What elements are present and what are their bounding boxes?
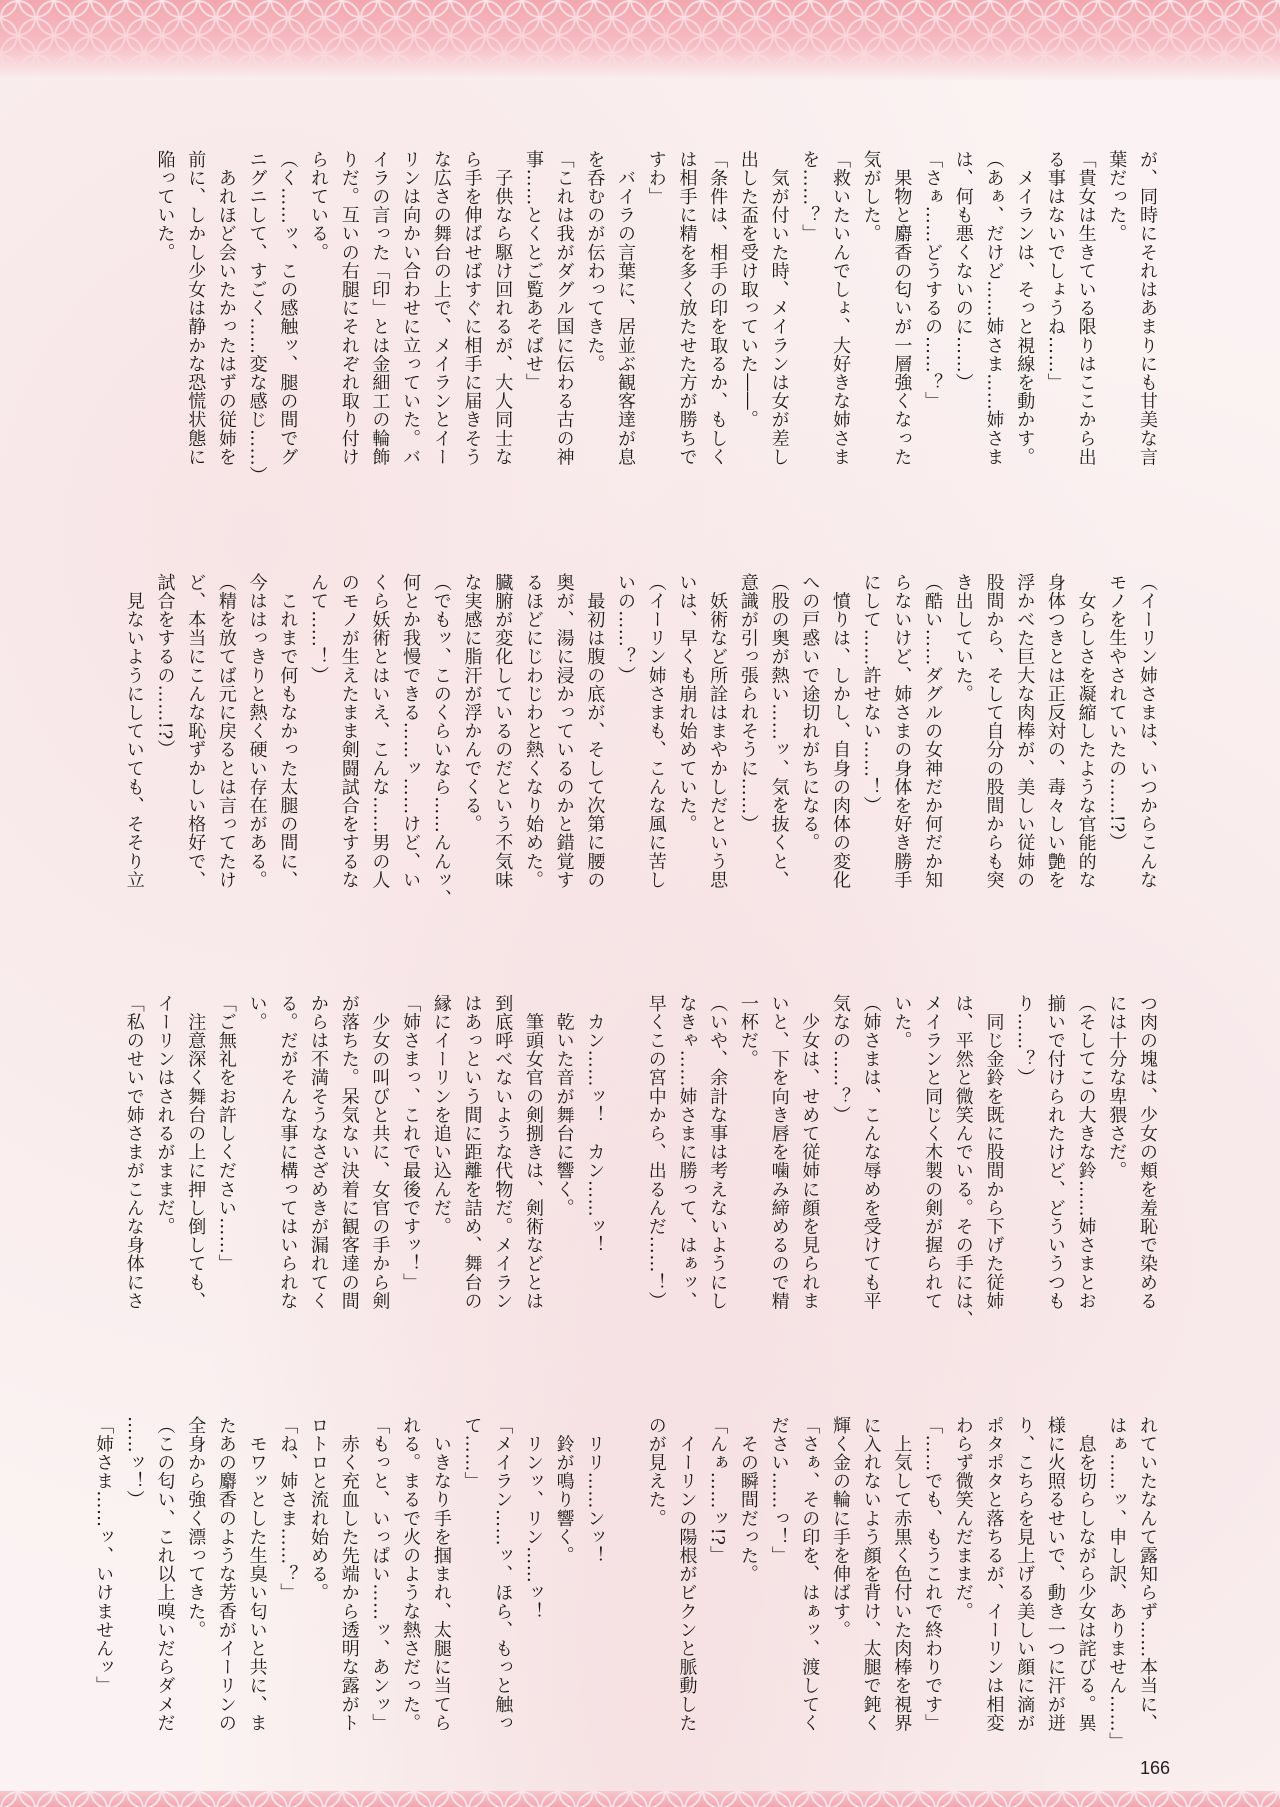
text-line: への戸惑いで途切れがちになる。 bbox=[799, 573, 821, 852]
text-line: 一杯だ。 bbox=[737, 994, 759, 1069]
text-line: 奥が、湯に浸かっているのかと錯覚す bbox=[553, 573, 575, 890]
text-line: 「貴女は生きている限りはここから出 bbox=[1075, 150, 1097, 467]
text-line: メイランと同じく木製の剣が握られて bbox=[922, 994, 944, 1311]
text-line: 意識が引っ張られそうに……） bbox=[737, 573, 759, 834]
text-line: 全身から強く漂ってきた。 bbox=[185, 1416, 207, 1640]
text-line: 浮かべた巨大な肉棒が、美しい従姉の bbox=[1014, 573, 1036, 890]
text-line: る。だがそんな事に構ってはいられな bbox=[277, 994, 299, 1311]
text-line: （精を放てば元に戻るとは言ってたけ bbox=[215, 573, 237, 890]
text-line: れていたなんて露知らず……本当に、 bbox=[1137, 1416, 1158, 1733]
text-line: 「条件は、相手の印を取るか、もしく bbox=[707, 150, 729, 467]
text-line: 縁にイーリンを追い込んだ。 bbox=[430, 994, 452, 1236]
text-line: ニグニして、すごく……変な感じ……） bbox=[246, 150, 268, 485]
text-line: 同じ金鈴を既に股間から下げた従姉 bbox=[983, 994, 1005, 1311]
text-line: リリ……ンッ！ bbox=[584, 1416, 606, 1565]
text-line bbox=[609, 994, 640, 1374]
page-number: 166 bbox=[1140, 1758, 1171, 1778]
text-line: られている。 bbox=[308, 150, 330, 262]
text-line: な広さの舞台の上で、メイランとイー bbox=[430, 150, 452, 467]
text-line: て……」 bbox=[461, 1416, 483, 1491]
text-line: を……？」 bbox=[799, 150, 821, 243]
text-line: リンッ、リン……ッ！ bbox=[522, 1416, 544, 1621]
text-line: これまで何もなかった太腿の間に、 bbox=[277, 573, 299, 890]
text-line: んて……！） bbox=[308, 573, 330, 685]
text-line: いた。 bbox=[891, 994, 913, 1050]
text-line: 少女は、せめて従姉に顔を見られま bbox=[799, 994, 821, 1311]
text-line: モノを生やされていたの……!?） bbox=[1106, 573, 1128, 852]
text-line: ロトロと流れ始める。 bbox=[308, 1416, 330, 1602]
text-line: メイランは、そっと視線を動かす。 bbox=[1014, 150, 1036, 467]
text-line: ださい……っ！」 bbox=[768, 1416, 790, 1565]
text-line: 何とか我慢できる……ッ……けど、い bbox=[400, 573, 422, 890]
text-line: 女らしさを凝縮したような官能的な bbox=[1075, 573, 1097, 890]
text-line: は、平然と微笑んでいる。その手には、 bbox=[952, 994, 974, 1329]
text-line: （く……ッ、この感触ッ、腿の間でグ bbox=[277, 150, 299, 467]
text-line: ポタポタと落ちるが、イーリンは相変 bbox=[983, 1416, 1005, 1733]
text-line: は相手に精を多く放たせた方が勝ちで bbox=[676, 150, 698, 467]
text-line: 揃いで付けられたけど、どういうつも bbox=[1044, 994, 1066, 1311]
text-line: り……？） bbox=[1014, 994, 1036, 1087]
text-line: 子供なら駆け回れるが、大人同士な bbox=[492, 150, 514, 467]
text-line: リンは向かい合わせに立っていた。バ bbox=[400, 150, 422, 467]
text-line: （股の奥が熱い……ッ、気を抜くと、 bbox=[768, 573, 790, 890]
text-line: 気なの……？） bbox=[829, 994, 851, 1125]
text-line: 赤く充血した先端から透明な露がト bbox=[338, 1416, 360, 1733]
text-line: 「さぁ……どうするの……？」 bbox=[922, 150, 944, 411]
text-line: り、こちらを見上げる美しい顔に滴が bbox=[1014, 1416, 1036, 1733]
text-line: 前に、しかし少女は静かな恐慌状態に bbox=[185, 150, 207, 467]
text-line: 臓腑が変化しているのだという不気味 bbox=[492, 573, 514, 890]
text-line: に入れないよう顔を背け、太腿で鈍く bbox=[860, 1416, 882, 1733]
text-line: からは不満そうなさざめきが漏れてく bbox=[308, 994, 330, 1311]
text-line: い。 bbox=[246, 994, 268, 1032]
text-line: わらず微笑んだままだ。 bbox=[952, 1416, 974, 1621]
text-line: き出していた。 bbox=[952, 573, 974, 704]
text-line: るほどにじわじわと熱くなり始めた。 bbox=[522, 573, 544, 890]
text-line: カン……ッ！ カン……ッ！ bbox=[584, 994, 606, 1255]
circle-pattern-icon bbox=[0, 0, 1280, 80]
text-line: 果物と麝香の匂いが一層強くなった bbox=[891, 150, 913, 467]
text-block-2 bbox=[118, 573, 1162, 953]
text-line: ど、本当にこんな恥ずかしい格好で、 bbox=[185, 573, 207, 890]
text-line: イーリンはされるがままだ。 bbox=[154, 994, 176, 1236]
text-line: 見ないようにしていても、そそり立 bbox=[123, 573, 145, 890]
text-line: 「姉さまっ、これで最後ですッ！」 bbox=[400, 994, 422, 1292]
text-line: イラの言った「印」とは金細工の輪飾 bbox=[369, 150, 391, 467]
text-line: モワッとした生臭い匂いと共に、ま bbox=[246, 1416, 268, 1733]
text-line: 試合をするの……!?） bbox=[154, 573, 176, 759]
text-line: 葉だった。 bbox=[1106, 150, 1128, 243]
text-line: 「これは我がダグル国に伝わる古の神 bbox=[553, 150, 575, 467]
text-line: 「さぁ、その印を、はぁッ、渡してく bbox=[799, 1416, 821, 1733]
text-line: ら手を伸ばせばすぐに相手に届きそう bbox=[461, 150, 483, 467]
text-line: 身体つきとは正反対の、毒々しい艶を bbox=[1044, 573, 1066, 890]
text-line: バイラの言葉に、居並ぶ観客達が息 bbox=[615, 150, 637, 467]
text-line: 筆頭女官の剣捌きは、剣術などとは bbox=[522, 994, 544, 1311]
text-line: のモノが生えたまま剣闘試合をするな bbox=[338, 573, 360, 890]
text-line: 息を切らしながら少女は詫びる。異 bbox=[1075, 1416, 1097, 1733]
text-line: イーリンの陽根がビクンと脈動した bbox=[676, 1416, 698, 1733]
text-line: 出した盃を受け取っていた――。 bbox=[737, 150, 759, 429]
text-line: には十分な卑猥さだ。 bbox=[1106, 994, 1128, 1180]
text-block-1 bbox=[149, 150, 1162, 530]
text-line: を呑むのが伝わってきた。 bbox=[584, 150, 606, 374]
text-line: 上気して赤黒く色付いた肉棒を視界 bbox=[891, 1416, 913, 1733]
text-line: 股間から、そして自分の股間からも突 bbox=[983, 573, 1005, 890]
text-line: 「……でも、もうこれで終わりです」 bbox=[922, 1416, 944, 1733]
text-line: 様に火照るせいで、動き一つに汗が迸 bbox=[1044, 1416, 1066, 1733]
text-line: 乾いた音が舞台に響く。 bbox=[553, 994, 575, 1218]
text-line: 鈴が鳴り響く。 bbox=[553, 1416, 575, 1565]
text-line: はあっという間に距離を詰め、舞台の bbox=[461, 994, 483, 1311]
text-line: （イーリン姉さまも、こんな風に苦し bbox=[645, 573, 667, 890]
text-line: が、同時にそれはあまりにも甘美な言 bbox=[1137, 150, 1158, 467]
text-line: （でもッ、このくらいなら……んんッ、 bbox=[430, 573, 452, 908]
text-line: くら妖術とはいえ、こんな……男の人 bbox=[369, 573, 391, 890]
decorative-top-band bbox=[0, 0, 1280, 80]
text-line: 注意深く舞台の上に押し倒しても、 bbox=[185, 994, 207, 1311]
text-line: いの……？） bbox=[615, 573, 637, 685]
text-line: 少女の叫びと共に、女官の手から剣 bbox=[369, 994, 391, 1311]
text-line: 早くこの宮中から、出るんだ……！） bbox=[645, 994, 667, 1311]
text-line: 「ご無礼をお許しください……」 bbox=[215, 994, 237, 1273]
text-line: いと、下を向き唇を噛み締めるので精 bbox=[768, 994, 790, 1311]
text-line: 事……とくとご覧あそばせ」 bbox=[522, 150, 544, 392]
text-line: （酷い……ダグルの女神だか何だか知 bbox=[922, 573, 944, 890]
text-line: にして……許せない……！） bbox=[860, 573, 882, 815]
text-line: つ肉の塊は、少女の頬を羞恥で染める bbox=[1137, 994, 1158, 1311]
text-line: はぁ……ッ、申し訳、ありません……」 bbox=[1106, 1416, 1128, 1751]
text-line: （イーリン姉さまは、いつからこんな bbox=[1137, 573, 1158, 890]
text-line: （姉さまは、こんな辱めを受けても平 bbox=[860, 994, 882, 1311]
text-line bbox=[609, 1416, 640, 1796]
text-line: 「もっと、いっぱい……ッ、あンッ」 bbox=[369, 1416, 391, 1733]
text-line: らないけど、姉さまの身体を好き勝手 bbox=[891, 573, 913, 890]
text-line: （いや、余計な事は考えないようにし bbox=[707, 994, 729, 1311]
text-line: る事はないでしょうね……」 bbox=[1044, 150, 1066, 392]
text-line: 「私のせいで姉さまがこんな身体にさ bbox=[123, 994, 145, 1311]
text-line: な実感に脂汗が浮かんでくる。 bbox=[461, 573, 483, 834]
text-line: （そしてこの大きな鈴……姉さまとお bbox=[1075, 994, 1097, 1311]
text-line: 輝く金の輪に手を伸ばす。 bbox=[829, 1416, 851, 1640]
text-line: のが見えた。 bbox=[645, 1416, 667, 1528]
text-line: たあの麝香のような芳香がイーリンの bbox=[215, 1416, 237, 1733]
text-line: 気がした。 bbox=[860, 150, 882, 243]
text-line: 到底呼べないような代物だ。メイラン bbox=[492, 994, 514, 1311]
text-line: （この匂い、これ以上嗅いだらダメだ bbox=[154, 1416, 176, 1733]
text-block-3 bbox=[118, 994, 1162, 1374]
text-line: 「姉さま……ッ、いけませんッ」 bbox=[93, 1416, 115, 1695]
text-line: なきゃ……姉さまに勝って、はぁッ、 bbox=[676, 994, 698, 1311]
text-line: いきなり手を掴まれ、太腿に当てら bbox=[430, 1416, 452, 1733]
text-line: 「救いたいんでしょ、大好きな姉さま bbox=[829, 150, 851, 467]
text-line: その瞬間だった。 bbox=[737, 1416, 759, 1584]
text-line: ……ッ！） bbox=[123, 1416, 145, 1509]
text-line: 陥っていた。 bbox=[154, 150, 176, 262]
text-line: 妖術など所詮はまやかしだという思 bbox=[707, 573, 729, 890]
text-line: りだ。互いの右腿にそれぞれ取り付け bbox=[338, 150, 360, 467]
text-line: すわ」 bbox=[645, 150, 667, 206]
text-line: あれほど会いたかったはずの従姉を bbox=[215, 150, 237, 467]
text-line: 「んぁ……ッ!?」 bbox=[707, 1416, 729, 1565]
text-line: 「ね、姉さま……？」 bbox=[277, 1416, 299, 1602]
text-line: 最初は腹の底が、そして次第に腰の bbox=[584, 573, 606, 890]
text-line: 今ははっきりと熱く硬い存在がある。 bbox=[246, 573, 268, 890]
text-line: いは、早くも崩れ始めていた。 bbox=[676, 573, 698, 834]
text-line: は、何も悪くないのに……） bbox=[952, 150, 974, 392]
text-line: が落ちた。呆気ない決着に観客達の間 bbox=[338, 994, 360, 1311]
text-line: 憤りは、しかし、自身の肉体の変化 bbox=[829, 573, 851, 890]
text-line: れる。まるで火のような熱さだった。 bbox=[400, 1416, 422, 1733]
text-block-4 bbox=[87, 1416, 1162, 1796]
text-line: 気が付いた時、メイランは女が差し bbox=[768, 150, 790, 467]
text-line: （あぁ、だけど……姉さま……姉さま bbox=[983, 150, 1005, 467]
text-line: 「メイラン……ッ、ほら、もっと触っ bbox=[492, 1416, 514, 1733]
